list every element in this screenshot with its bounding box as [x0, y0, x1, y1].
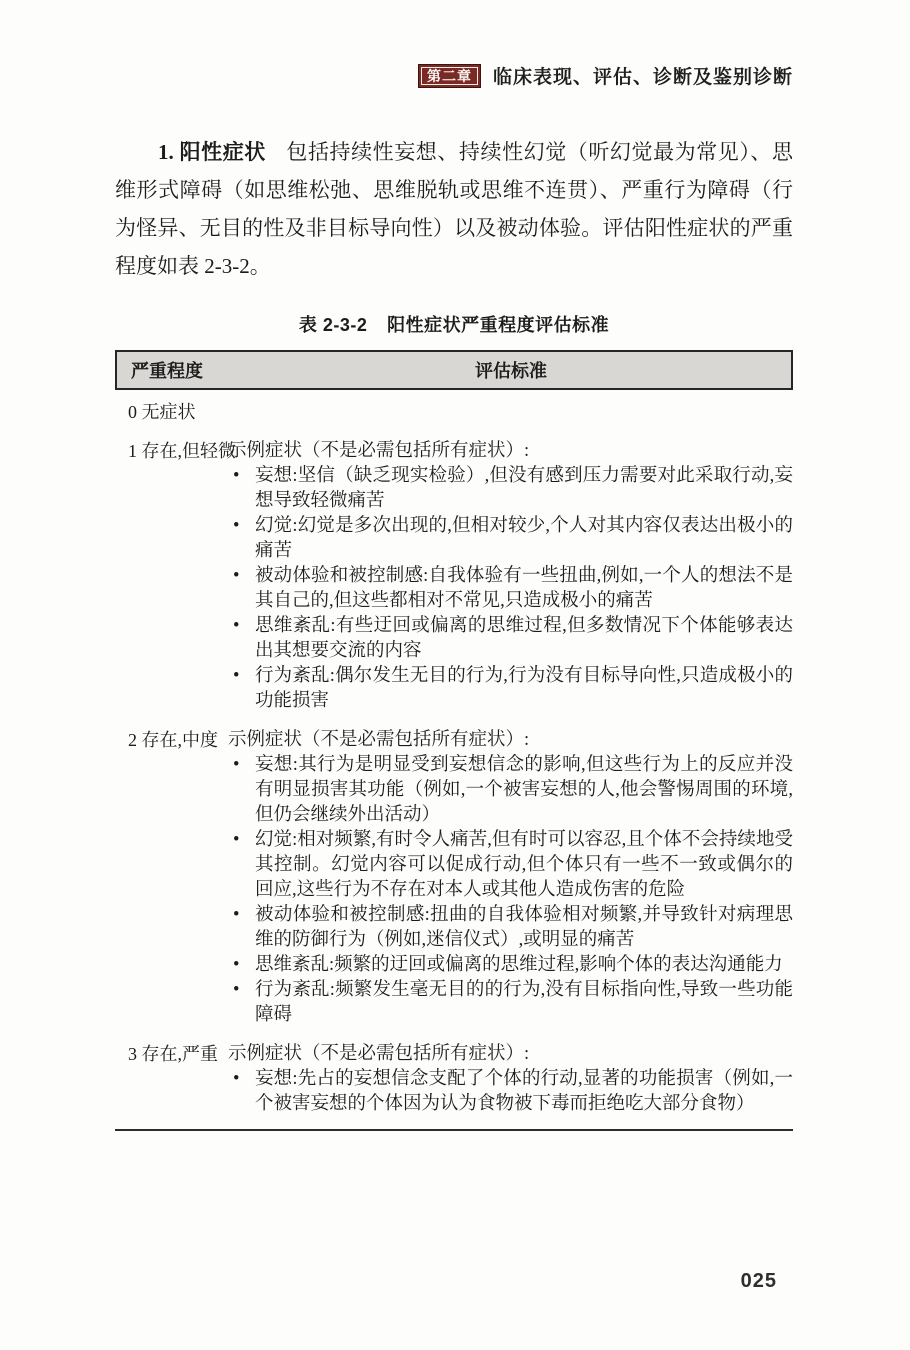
bullet-icon: •: [233, 980, 240, 1000]
table-caption-title: 阳性症状严重程度评估标准: [387, 315, 610, 335]
intro-lead: 1. 阳性症状: [158, 140, 266, 164]
criteria-bullet: [228, 464, 793, 514]
criteria-bullet: [228, 664, 793, 714]
bullet-text: 行为紊乱:偶尔发生无目的行为,行为没有目标导向性,只造成极小的功能损害: [255, 666, 793, 711]
bullet-text: 幻觉:幻觉是多次出现的,但相对较少,个人对其内容仅表达出极小的痛苦: [255, 516, 793, 561]
criteria-cell: [228, 1042, 793, 1117]
column-header-severity: 严重程度: [131, 361, 203, 381]
criteria-bullet: [228, 828, 793, 903]
criteria-intro: 示例症状（不是必需包括所有症状）:: [228, 1044, 530, 1064]
criteria-bullet: [228, 753, 793, 828]
bullet-icon: •: [233, 566, 240, 586]
intro-body: 包括持续性妄想、持续性幻觉（听幻觉最为常见）、思维形式障碍（如思维松弛、思维脱轨或思维不连贯）、严重行为障碍（行为怪异、无目的性及非目标导向性）以及被动体验。评估阳性症状的严重程度如表 2-3-2。: [115, 140, 794, 278]
table-row: [115, 400, 793, 425]
bullet-text: 妄想:其行为是明显受到妄想信念的影响,但这些行为上的反应并没有明显损害其功能（例如,一个被害妄想的人,他会警惕周围的环境,但仍会继续外出活动）: [255, 755, 793, 825]
criteria-bullet: [228, 953, 793, 978]
criteria-cell: [228, 728, 793, 1028]
intro-paragraph: [115, 133, 793, 285]
criteria-cell: [228, 400, 793, 425]
severity-label: 1 存在,但轻微: [128, 441, 236, 461]
criteria-bullet: [228, 978, 793, 1028]
table-body: [115, 390, 793, 1129]
criteria-intro: 示例症状（不是必需包括所有症状）:: [228, 730, 530, 750]
criteria-bullet-list: [228, 464, 793, 714]
bullet-text: 被动体验和被控制感:自我体验有一些扭曲,例如,一个人的想法不是其自己的,但这些都相对不常见,只造成极小的痛苦: [255, 566, 793, 611]
bullet-icon: •: [233, 466, 240, 486]
severity-label: 3 存在,严重: [128, 1044, 218, 1064]
bullet-icon: •: [233, 955, 240, 975]
severity-label: 2 存在,中度: [128, 730, 218, 750]
criteria-bullet: [228, 903, 793, 953]
bullet-text: 妄想:坚信（缺乏现实检验）,但没有感到压力需要对此采取行动,妄想导致轻微痛苦: [255, 466, 793, 511]
table-row: [115, 1042, 793, 1117]
bullet-text: 被动体验和被控制感:扭曲的自我体验相对频繁,并导致针对病理思维的防御行为（例如,迷信仪式）,或明显的痛苦: [255, 905, 793, 950]
page-content: [0, 62, 910, 1131]
bullet-icon: •: [233, 755, 240, 775]
bullet-text: 妄想:先占的妄想信念支配了个体的行动,显著的功能损害（例如,一个被害妄想的个体因为认为食物被下毒而拒绝吃大部分食物）: [255, 1069, 793, 1114]
bullet-icon: •: [233, 616, 240, 636]
criteria-bullet-list: [228, 753, 793, 1028]
criteria-intro: 示例症状（不是必需包括所有症状）:: [228, 441, 530, 461]
table-row: [115, 728, 793, 1028]
table-caption-label: 表 2-3-2: [298, 315, 368, 335]
bullet-icon: •: [233, 516, 240, 536]
bullet-icon: •: [233, 666, 240, 686]
bullet-text: 思维紊乱:有些迂回或偏离的思维过程,但多数情况下个体能够表达出其想要交流的内容: [255, 616, 793, 661]
criteria-bullet: [228, 514, 793, 564]
criteria-bullet: [228, 564, 793, 614]
table-header-row: [115, 350, 793, 390]
bullet-text: 行为紊乱:频繁发生毫无目的的行为,没有目标指向性,导致一些功能障碍: [255, 980, 793, 1025]
criteria-bullet: [228, 1067, 793, 1117]
criteria-bullet-list: [228, 1067, 793, 1117]
bullet-icon: •: [233, 905, 240, 925]
column-header-criteria: 评估标准: [475, 361, 547, 381]
table-row: [115, 439, 793, 714]
criteria-cell: [228, 439, 793, 714]
chapter-badge: 第二章: [418, 64, 481, 88]
bullet-text: 思维紊乱:频繁的迂回或偏离的思维过程,影响个体的表达沟通能力: [255, 955, 783, 975]
bullet-text: 幻觉:相对频繁,有时令人痛苦,但有时可以容忍,且个体不会持续地受其控制。幻觉内容可以促成行动,但个体只有一些不一致或偶尔的回应,这些行为不存在对本人或其他人造成伤害的危险: [255, 830, 793, 900]
page-header: [115, 62, 793, 89]
severity-label: 0 无症状: [128, 402, 196, 422]
criteria-bullet: [228, 614, 793, 664]
bullet-icon: •: [233, 830, 240, 850]
table-caption: [115, 311, 793, 337]
book-page: [0, 62, 910, 1350]
bullet-icon: •: [233, 1069, 240, 1089]
chapter-title: 临床表现、评估、诊断及鉴别诊断: [492, 67, 793, 88]
page-number: 025: [740, 1270, 777, 1292]
severity-table: [115, 350, 793, 1131]
